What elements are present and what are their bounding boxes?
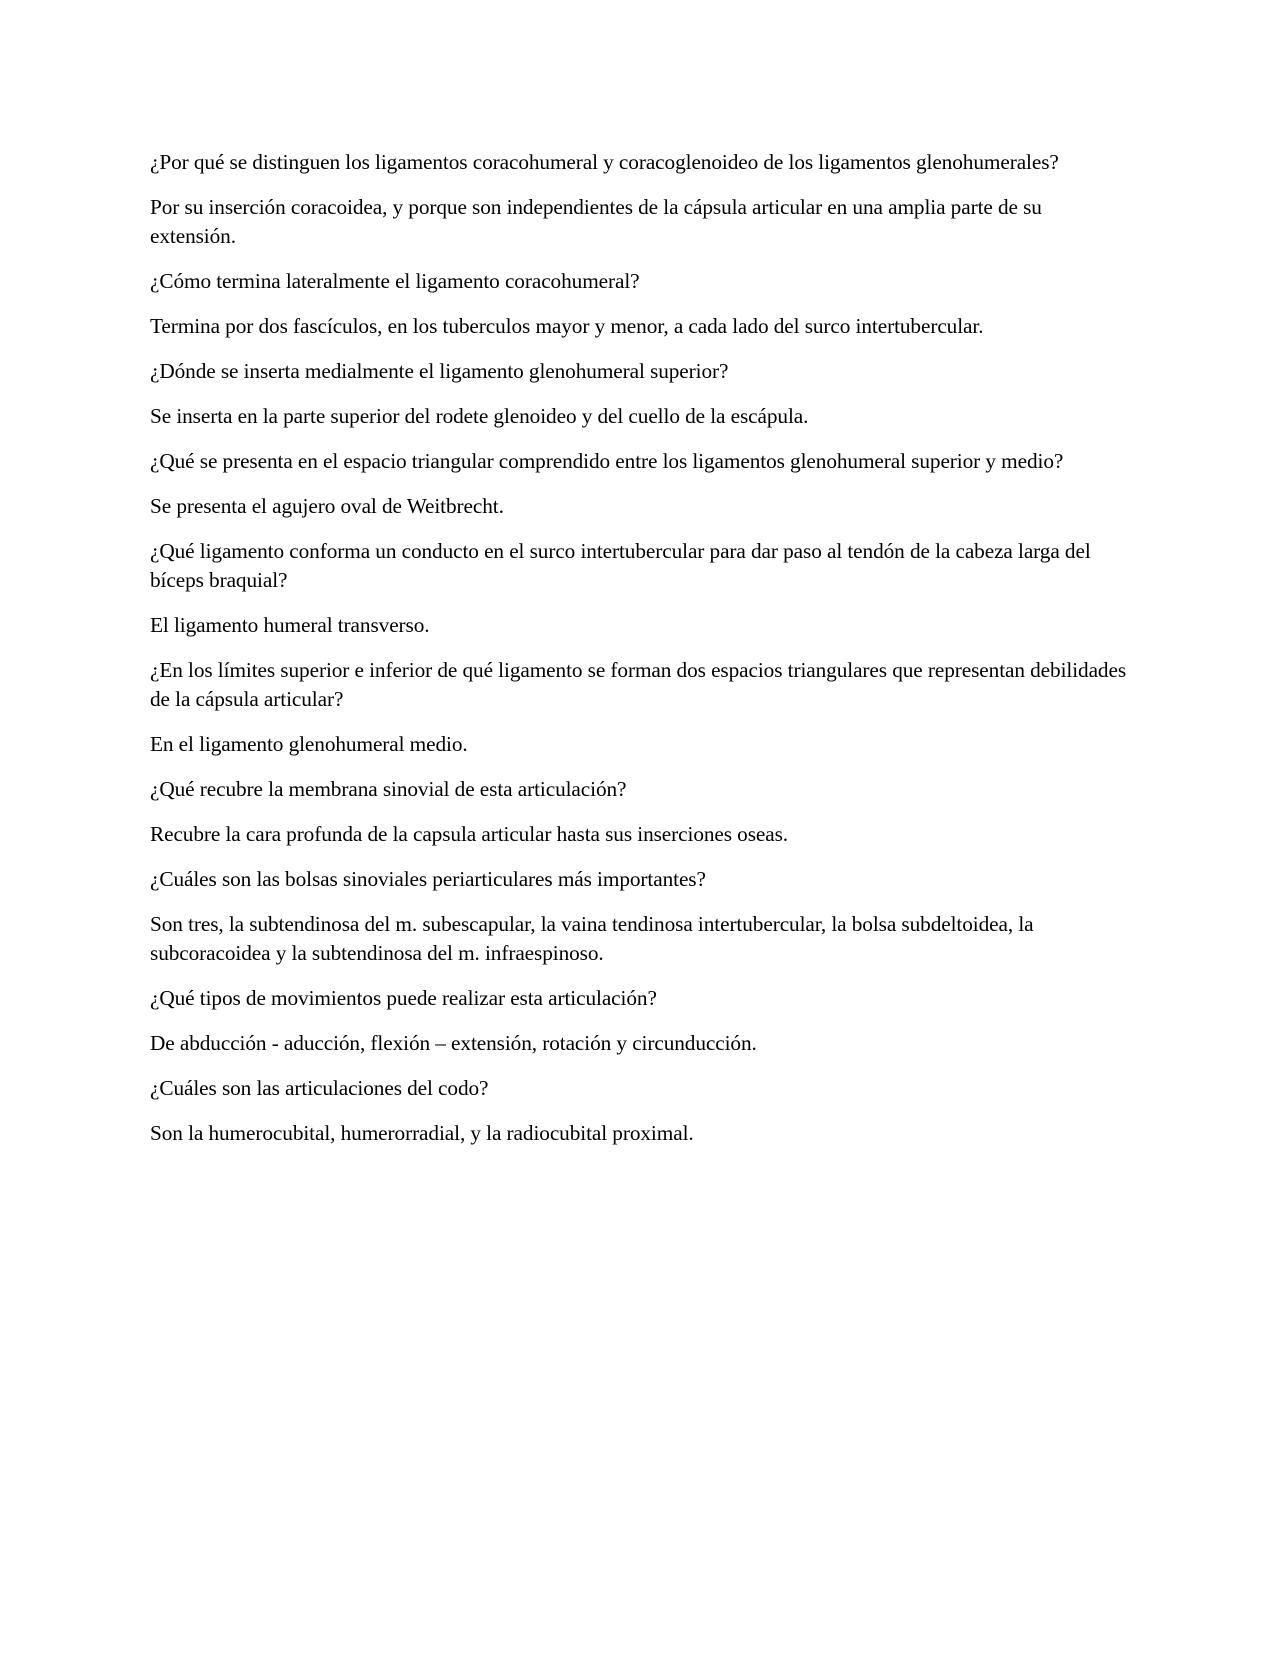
answer-paragraph: Son la humerocubital, humerorradial, y la radiocubital proximal. (150, 1121, 694, 1145)
answer-paragraph: Recubre la cara profunda de la capsula articular hasta sus inserciones oseas. (150, 822, 789, 846)
question-paragraph: ¿Cuáles son las bolsas sinoviales periarticulares más importantes? (150, 867, 706, 891)
question-paragraph: ¿Cómo termina lateralmente el ligamento coracohumeral? (150, 269, 640, 293)
question-paragraph: ¿Qué se presenta en el espacio triangular comprendido entre los ligamentos glenohumeral superior y medio? (150, 449, 1064, 473)
question-paragraph: ¿Qué ligamento conforma un conducto en el surco intertubercular para dar paso al tendón de la cabeza larga del bíceps braquial? (150, 539, 1091, 592)
answer-paragraph: Son tres, la subtendinosa del m. subescapular, la vaina tendinosa intertubercular, la bolsa subdeltoidea, la subcoracoidea y la subtendinosa del m. infraespinoso. (150, 912, 1034, 965)
answer-paragraph: El ligamento humeral transverso. (150, 613, 430, 637)
question-paragraph: ¿Por qué se distinguen los ligamentos coracohumeral y coracoglenoideo de los ligamentos glenohumerales? (150, 150, 1059, 174)
answer-paragraph: Se presenta el agujero oval de Weitbrecht. (150, 494, 504, 518)
answer-paragraph: Termina por dos fascículos, en los tuberculos mayor y menor, a cada lado del surco intertubercular. (150, 314, 984, 338)
question-paragraph: ¿Qué recubre la membrana sinovial de esta articulación? (150, 777, 627, 801)
answer-paragraph: De abducción - aducción, flexión – extensión, rotación y circunducción. (150, 1031, 757, 1055)
answer-paragraph: En el ligamento glenohumeral medio. (150, 732, 468, 756)
document-body (150, 148, 1130, 1164)
question-paragraph: ¿Dónde se inserta medialmente el ligamento glenohumeral superior? (150, 359, 729, 383)
question-paragraph: ¿Cuáles son las articulaciones del codo? (150, 1076, 489, 1100)
answer-paragraph: Se inserta en la parte superior del rodete glenoideo y del cuello de la escápula. (150, 404, 809, 428)
answer-paragraph: Por su inserción coracoidea, y porque son independientes de la cápsula articular en una amplia parte de su extensión. (150, 195, 1042, 248)
question-paragraph: ¿Qué tipos de movimientos puede realizar esta articulación? (150, 986, 657, 1010)
question-paragraph: ¿En los límites superior e inferior de qué ligamento se forman dos espacios triangulares que representan debilidades de la cápsula articular? (150, 658, 1127, 711)
